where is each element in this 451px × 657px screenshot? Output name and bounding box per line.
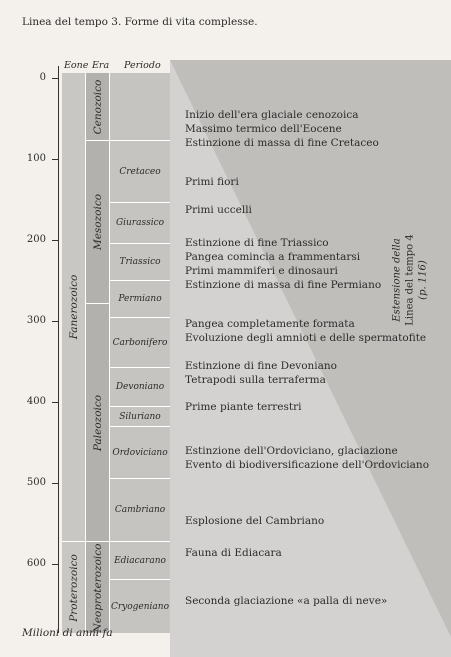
extension-line-3: (p. 116) bbox=[417, 260, 429, 300]
axis-tick bbox=[52, 483, 58, 484]
period-label: Ordoviciano bbox=[112, 447, 168, 458]
axis-tick-label: 200 bbox=[26, 234, 46, 245]
axis-tick bbox=[52, 321, 58, 322]
period-cambriano bbox=[110, 478, 170, 541]
axis-label: Milioni di anni fa bbox=[22, 627, 113, 639]
event-label: Fauna di Ediacara bbox=[185, 547, 282, 559]
era-paleozoico bbox=[86, 303, 110, 541]
axis-tick bbox=[52, 240, 58, 241]
event-label: Estinzione di massa di fine Permiano bbox=[185, 279, 382, 291]
period-siluriano bbox=[110, 406, 170, 426]
eon-proterozoico bbox=[62, 541, 86, 633]
event-label: Massimo termico dell'Eocene bbox=[185, 123, 342, 135]
period-cenozoico-empty bbox=[110, 73, 170, 140]
figure-title: Linea del tempo 3. Forme di vita complesse. bbox=[22, 16, 258, 28]
extension-line-2: Linea del tempo 4 bbox=[404, 234, 416, 326]
period-label: Ediacarano bbox=[114, 555, 166, 566]
eon-label: Proterozoico bbox=[67, 553, 80, 622]
period-permiano bbox=[110, 280, 170, 317]
axis-tick-label: 600 bbox=[26, 558, 46, 569]
era-neoproterozoico bbox=[86, 541, 110, 633]
time-axis bbox=[58, 66, 59, 633]
period-triassico bbox=[110, 243, 170, 280]
period-devoniano bbox=[110, 367, 170, 406]
event-label: Evento di biodiversificazione dell'Ordoviciano bbox=[185, 459, 430, 471]
extension-note bbox=[388, 228, 432, 332]
era-label: Neoproterozoico bbox=[91, 543, 104, 632]
era-label: Mesozoico bbox=[91, 193, 104, 251]
axis-tick-label: 500 bbox=[26, 477, 46, 488]
period-label: Cambriano bbox=[114, 505, 166, 515]
period-label: Triassico bbox=[119, 257, 161, 267]
event-label: Primi uccelli bbox=[185, 204, 252, 216]
axis-tick-label: 100 bbox=[26, 153, 46, 164]
period-label: Devoniano bbox=[115, 382, 165, 392]
period-cryogeniano bbox=[110, 579, 170, 633]
period-label: Cretaceo bbox=[119, 166, 161, 177]
period-carbonifero bbox=[110, 317, 170, 367]
event-label: Estinzione di fine Triassico bbox=[185, 237, 329, 249]
period-cretaceo bbox=[110, 140, 170, 202]
event-label: Estinzione dell'Ordoviciano, glaciazione bbox=[185, 445, 398, 457]
period-label: Giurassico bbox=[115, 218, 165, 228]
period-giurassico bbox=[110, 202, 170, 243]
period-label: Carbonifero bbox=[112, 337, 168, 348]
event-label: Esplosione del Cambriano bbox=[185, 515, 325, 527]
axis-tick bbox=[52, 78, 58, 79]
event-label: Prime piante terrestri bbox=[185, 401, 302, 413]
axis-tick-label: 400 bbox=[26, 396, 46, 407]
axis-tick bbox=[52, 402, 58, 403]
event-label: Estinzione di massa di fine Cretaceo bbox=[185, 137, 379, 149]
period-label: Cryogeniano bbox=[110, 601, 170, 612]
extension-line-1: Estensione della bbox=[391, 238, 403, 322]
event-label: Pangea comincia a frammentarsi bbox=[185, 251, 361, 263]
period-label: Permiano bbox=[118, 294, 162, 304]
event-label: Inizio dell'era glaciale cenozoica bbox=[185, 109, 359, 121]
axis-tick bbox=[52, 564, 58, 565]
axis-tick-label: 0 bbox=[39, 72, 46, 83]
event-label: Seconda glaciazione «a palla di neve» bbox=[185, 595, 388, 607]
axis-tick bbox=[52, 159, 58, 160]
period-label: Siluriano bbox=[119, 411, 161, 422]
eon-label: Fanerozoico bbox=[67, 274, 80, 340]
header-eone: Eone bbox=[64, 60, 89, 71]
axis-tick-label: 300 bbox=[26, 315, 46, 326]
event-label: Estinzione di fine Devoniano bbox=[185, 360, 338, 372]
header-era: Era bbox=[92, 60, 110, 71]
event-label: Tetrapodi sulla terraferma bbox=[185, 374, 326, 386]
era-cenozoico bbox=[86, 73, 110, 140]
era-label: Cenozoico bbox=[91, 79, 104, 134]
eon-fanerozoico bbox=[62, 73, 86, 541]
period-ordoviciano bbox=[110, 426, 170, 478]
period-ediacarano bbox=[110, 541, 170, 579]
header-periodo: Periodo bbox=[124, 60, 161, 71]
era-label: Paleozoico bbox=[91, 394, 104, 451]
event-label: Primi fiori bbox=[185, 176, 239, 188]
event-label: Primi mammiferi e dinosauri bbox=[185, 265, 338, 277]
event-label: Evoluzione degli amnioti e delle spermatofite bbox=[185, 332, 427, 344]
event-label: Pangea completamente formata bbox=[185, 318, 355, 330]
era-mesozoico bbox=[86, 140, 110, 303]
